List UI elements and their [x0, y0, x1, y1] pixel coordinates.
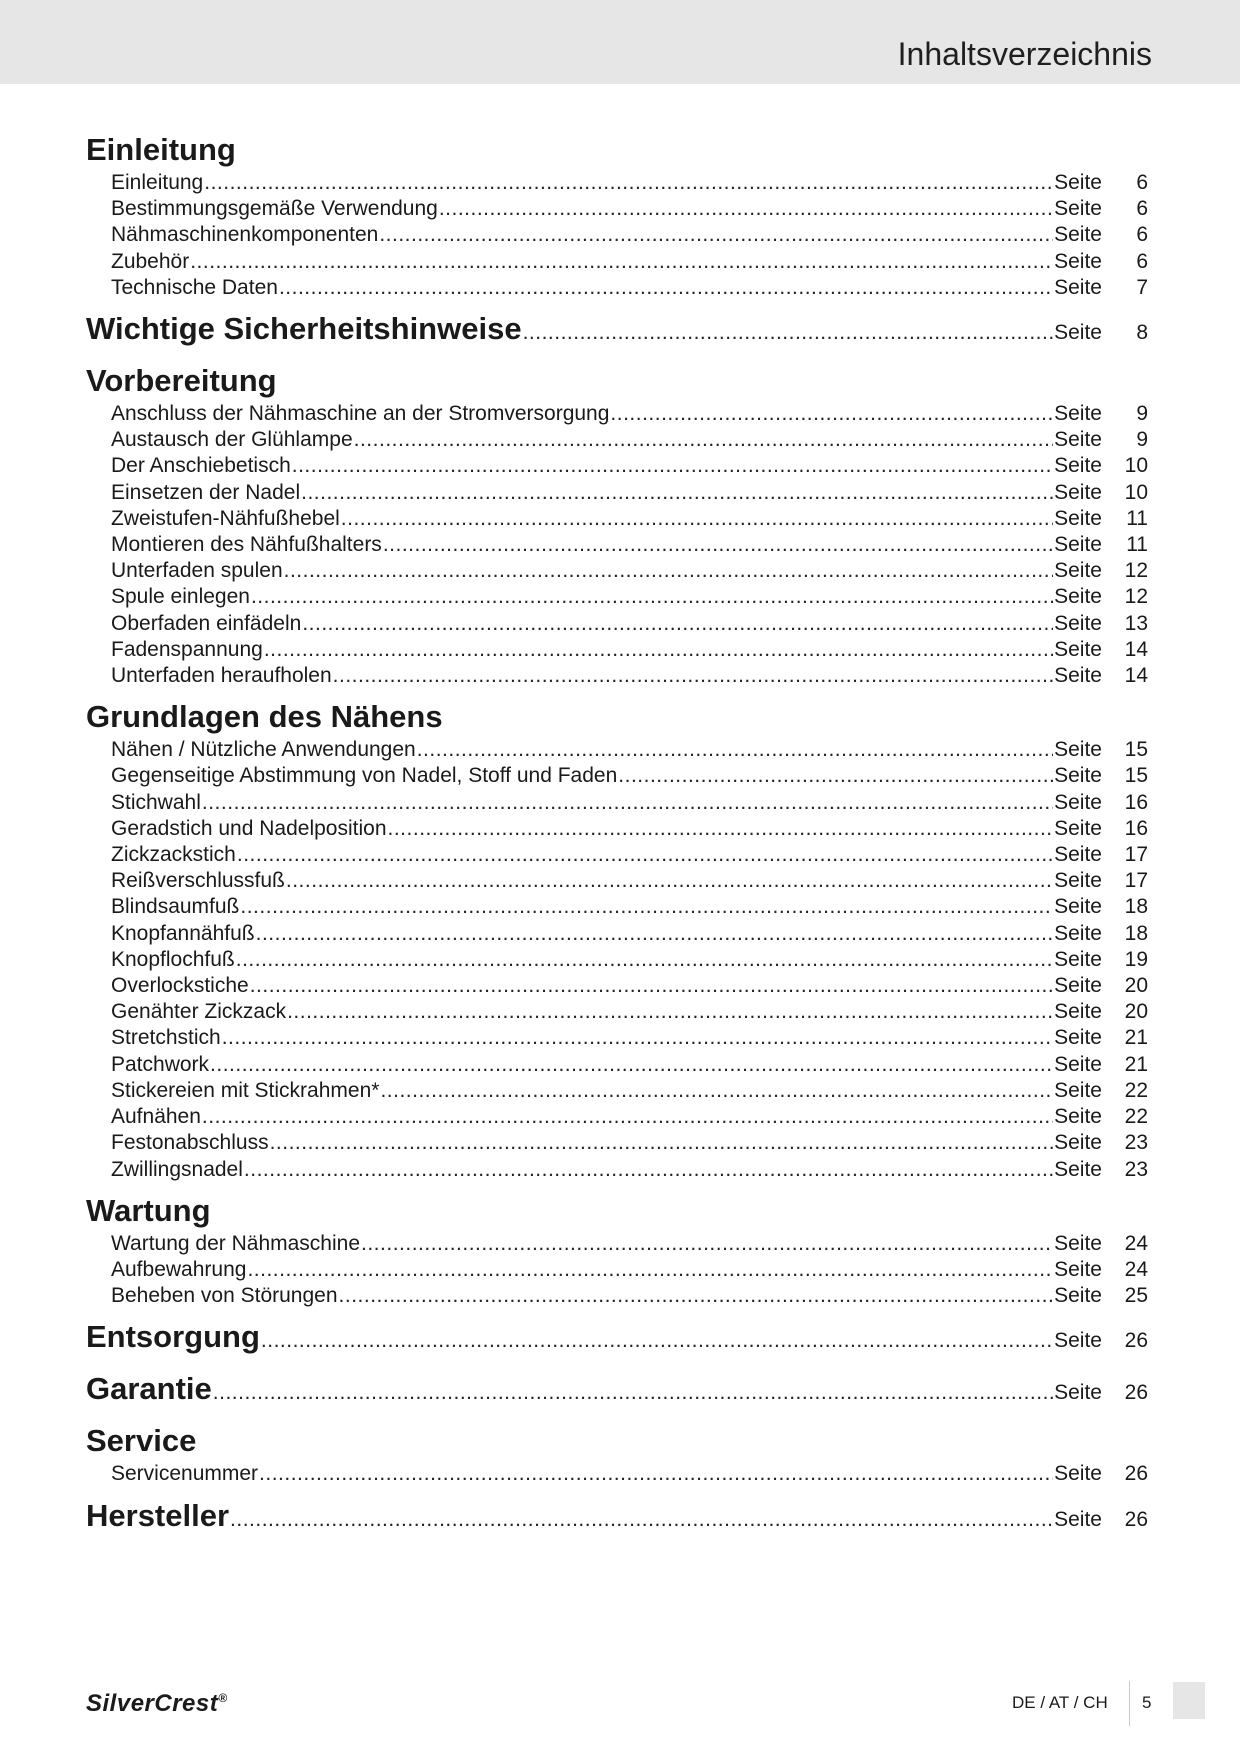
toc-entry-page: 19: [1124, 947, 1148, 971]
toc-entry-label: Einleitung: [111, 171, 204, 194]
toc-entry: [86, 558, 1148, 584]
dot-leader: [417, 737, 1053, 763]
toc-entry: [86, 532, 1148, 558]
toc-entry: [86, 506, 1148, 532]
toc-entry-label: Aufnähen: [111, 1105, 201, 1129]
toc-entry-label: Zweistufen-Nähfußhebel: [111, 506, 340, 530]
toc-entry-label: Technische Daten: [111, 275, 278, 299]
toc-entry-page: 23: [1124, 1131, 1148, 1155]
toc-entry: [86, 790, 1148, 816]
dot-leader: [361, 1231, 1053, 1257]
toc-entry-label: Festonabschluss: [111, 1131, 269, 1155]
section-title: Einleitung: [86, 132, 236, 167]
toc-entry: [86, 763, 1148, 789]
toc-entry-page: 7: [1136, 275, 1148, 299]
dot-leader: [236, 947, 1053, 973]
toc-entry-label: Geradstich und Nadelposition: [111, 816, 387, 840]
toc-entry: [86, 947, 1148, 973]
dot-leader: [610, 401, 1053, 427]
dot-leader: [230, 1500, 1053, 1540]
toc-entry-label: Der Anschiebetisch: [111, 454, 291, 478]
toc-entry: [86, 737, 1148, 763]
page-word: Seite: [1054, 1078, 1102, 1102]
toc-entry-page: 6: [1136, 171, 1148, 194]
dot-leader: [264, 637, 1053, 663]
toc-entry: [86, 868, 1148, 894]
footer-region: DE / AT / CH: [1012, 1693, 1108, 1712]
page-word: Seite: [1054, 637, 1102, 661]
toc-entry: [86, 1283, 1148, 1309]
brand-name: SilverCrest: [86, 1690, 219, 1717]
dot-leader: [261, 1321, 1053, 1361]
toc-entry-page: 15: [1124, 738, 1148, 762]
page-word: Seite: [1054, 1000, 1102, 1024]
toc-entry: [86, 1157, 1148, 1183]
toc-entry-page: 18: [1124, 895, 1148, 919]
brand-registered-mark: ®: [218, 1691, 228, 1705]
toc-entry: [86, 275, 1148, 301]
dot-leader: [383, 532, 1053, 558]
toc-entry-page: 26: [1124, 1462, 1148, 1486]
toc-entry-label: Gegenseitige Abstimmung von Nadel, Stoff und Faden: [111, 764, 618, 788]
toc-entry-label: Blindsaumfuß: [111, 895, 240, 919]
toc-entry: [86, 249, 1148, 275]
page-word: Seite: [1054, 1257, 1102, 1281]
page-word: Seite: [1054, 921, 1102, 945]
toc-entry: [86, 1025, 1148, 1051]
dot-leader: [341, 506, 1053, 532]
page-word: Seite: [1054, 1052, 1102, 1076]
toc-entry-page: 22: [1124, 1078, 1148, 1102]
footer-corner-box: [1173, 1682, 1205, 1719]
toc-entry: [86, 1231, 1148, 1257]
page-word: Seite: [1054, 321, 1102, 345]
dot-leader: [210, 1052, 1053, 1078]
dot-leader: [287, 999, 1053, 1025]
page-word: Seite: [1054, 1231, 1102, 1255]
dot-leader: [213, 1373, 1053, 1413]
page-word: Seite: [1054, 533, 1102, 557]
dot-leader: [379, 222, 1053, 248]
dot-leader: [270, 1130, 1054, 1156]
toc-entry-label: Knopfannähfuß: [111, 921, 255, 945]
dot-leader: [439, 196, 1053, 222]
toc-entry: [86, 1461, 1148, 1487]
section-title: Vorbereitung: [86, 363, 277, 399]
section-title: Wichtige Sicherheitshinweise: [86, 311, 522, 347]
toc-entry: [86, 401, 1148, 427]
dot-leader: [190, 249, 1053, 275]
toc-entry: [86, 894, 1148, 920]
toc-entry-page: 6: [1136, 223, 1148, 247]
toc-entry: [86, 999, 1148, 1025]
page-word: Seite: [1054, 1131, 1102, 1155]
toc-entry: [86, 921, 1148, 947]
page-word: Seite: [1054, 947, 1102, 971]
page-word: Seite: [1054, 974, 1102, 998]
toc-entry-page: 16: [1124, 816, 1148, 840]
page-word: Seite: [1054, 816, 1102, 840]
toc-entry-page: 10: [1124, 480, 1148, 504]
page-word: Seite: [1054, 249, 1102, 273]
page-word: Seite: [1054, 1507, 1102, 1531]
toc-entry-label: Fadenspannung: [111, 637, 263, 661]
toc-entry: [86, 1078, 1148, 1104]
toc-entry: [86, 1130, 1148, 1156]
toc-entry: [86, 584, 1148, 610]
dot-leader: [302, 611, 1053, 637]
toc-entry-label: Nähen / Nützliche Anwendungen: [111, 738, 416, 762]
page-word: Seite: [1054, 275, 1102, 299]
footer-divider: [1129, 1681, 1130, 1726]
toc-entry-page: 8: [1136, 321, 1148, 345]
dot-leader: [523, 313, 1054, 353]
toc-entry-page: 24: [1124, 1257, 1148, 1281]
dot-leader: [247, 1257, 1053, 1283]
page-word: Seite: [1054, 738, 1102, 762]
toc-entry-label: Nähmaschinenkomponenten: [111, 223, 379, 247]
toc-entry-page: 11: [1126, 533, 1148, 557]
toc-entry: [86, 480, 1148, 506]
toc-entry-page: 21: [1124, 1052, 1148, 1076]
toc-entry-label: Reißverschlussfuß: [111, 869, 285, 893]
toc-entry-page: 11: [1126, 506, 1148, 530]
page-word: Seite: [1054, 1381, 1102, 1405]
toc-entry-label: Einsetzen der Nadel: [111, 480, 301, 504]
toc-entry-label: Stretchstich: [111, 1026, 221, 1050]
page-title: Inhaltsverzeichnis: [897, 36, 1152, 72]
toc-entry-label: Unterfaden heraufholen: [111, 664, 332, 688]
toc-entry-label: Zubehör: [111, 249, 190, 273]
page-word: Seite: [1054, 664, 1102, 688]
page-word: Seite: [1054, 869, 1102, 893]
section-title: Service: [86, 1423, 197, 1459]
section-title: Wartung: [86, 1192, 211, 1228]
dot-leader: [354, 427, 1053, 453]
dot-leader: [259, 1461, 1053, 1487]
page-word: Seite: [1054, 454, 1102, 478]
toc-entry-label: Spule einlegen: [111, 585, 250, 609]
toc-entry-label: Stickereien mit Stickrahmen*: [111, 1078, 380, 1102]
toc-entry-page: 10: [1124, 454, 1148, 478]
toc-entry-page: 14: [1124, 664, 1148, 688]
toc-entry-label: Stichwahl: [111, 790, 201, 814]
toc-entry-label: Beheben von Störungen: [111, 1284, 338, 1308]
toc-entry: [86, 196, 1148, 222]
toc-entry: [86, 222, 1148, 248]
page-word: Seite: [1054, 480, 1102, 504]
dot-leader: [339, 1283, 1054, 1309]
toc-entry-label: Unterfaden spulen: [111, 559, 283, 583]
dot-leader: [237, 842, 1053, 868]
toc-entry: [86, 1257, 1148, 1283]
toc-entry-label: Anschluss der Nähmaschine an der Stromversorgung: [111, 402, 610, 426]
toc-entry-page: 15: [1124, 764, 1148, 788]
dot-leader: [301, 480, 1053, 506]
toc-entry-label: Servicenummer: [111, 1462, 259, 1486]
page-word: Seite: [1054, 223, 1102, 247]
page-word: Seite: [1054, 1462, 1102, 1486]
page-word: Seite: [1054, 585, 1102, 609]
dot-leader: [388, 816, 1054, 842]
toc-entry-page: 9: [1136, 428, 1148, 452]
toc-entry: [86, 611, 1148, 637]
dot-leader: [204, 170, 1053, 196]
toc-entry-page: 17: [1124, 843, 1148, 867]
toc-entry: [86, 663, 1148, 689]
toc-entry-page: 24: [1124, 1231, 1148, 1255]
section-title: Entsorgung: [86, 1319, 260, 1355]
dot-leader: [244, 1157, 1053, 1183]
toc-entry-page: 18: [1124, 921, 1148, 945]
toc-entry-page: 12: [1124, 585, 1148, 609]
dot-leader: [202, 1104, 1053, 1130]
toc-major-entry: [86, 1369, 1148, 1413]
toc-entry-page: 17: [1124, 869, 1148, 893]
toc-major-entry: [86, 1496, 1148, 1540]
page-word: Seite: [1054, 790, 1102, 814]
toc-entry: [86, 842, 1148, 868]
page-word: Seite: [1054, 506, 1102, 530]
toc-entry-page: 16: [1124, 790, 1148, 814]
toc-entry-label: Montieren des Nähfußhalters: [111, 533, 382, 557]
toc-entry-page: 21: [1124, 1026, 1148, 1050]
toc-entry-label: Patchwork: [111, 1052, 210, 1076]
dot-leader: [284, 558, 1054, 584]
page-word: Seite: [1054, 1026, 1102, 1050]
dot-leader: [202, 790, 1053, 816]
section-title: Garantie: [86, 1371, 212, 1407]
toc-entry-page: 26: [1124, 1381, 1148, 1405]
dot-leader: [256, 921, 1054, 947]
dot-leader: [618, 763, 1053, 789]
toc-entry: [86, 1104, 1148, 1130]
dot-leader: [279, 275, 1053, 301]
page-word: Seite: [1054, 611, 1102, 635]
dot-leader: [250, 973, 1053, 999]
page-word: Seite: [1054, 764, 1102, 788]
page-word: Seite: [1054, 559, 1102, 583]
dot-leader: [286, 868, 1053, 894]
toc-entry-label: Bestimmungsgemäße Verwendung: [111, 197, 438, 221]
toc-entry-label: Zwillingsnadel: [111, 1157, 243, 1181]
brand-logo: [86, 1690, 228, 1718]
toc-entry-page: 23: [1124, 1157, 1148, 1181]
toc-entry-page: 9: [1136, 402, 1148, 426]
toc-entry-page: 20: [1124, 974, 1148, 998]
toc-entry-label: Genähter Zickzack: [111, 1000, 287, 1024]
page-word: Seite: [1054, 402, 1102, 426]
dot-leader: [333, 663, 1053, 689]
dot-leader: [222, 1025, 1053, 1051]
page-word: Seite: [1054, 1329, 1102, 1353]
toc-entry-page: 13: [1124, 611, 1148, 635]
toc-entry: [86, 427, 1148, 453]
page-word: Seite: [1054, 197, 1102, 221]
toc-entry-page: 12: [1124, 559, 1148, 583]
toc-entry-label: Aufbewahrung: [111, 1257, 247, 1281]
toc-entry-page: 26: [1124, 1507, 1148, 1531]
toc-entry-page: 14: [1124, 637, 1148, 661]
page-word: Seite: [1054, 1105, 1102, 1129]
dot-leader: [380, 1078, 1053, 1104]
section-title: Hersteller: [86, 1497, 230, 1533]
toc-entry-label: Knopflochfuß: [111, 947, 235, 971]
dot-leader: [240, 894, 1053, 920]
toc-entry-label: Oberfaden einfädeln: [111, 611, 302, 635]
toc-entry: [86, 637, 1148, 663]
toc-entry-label: Wartung der Nähmaschine: [111, 1231, 361, 1255]
toc-entry-label: Austausch der Glühlampe: [111, 428, 353, 452]
toc-entry: [86, 1052, 1148, 1078]
toc-entry: [86, 170, 1148, 196]
toc-major-entry: [86, 1317, 1148, 1361]
page-word: Seite: [1054, 1284, 1102, 1308]
toc-entry-label: Overlockstiche: [111, 974, 249, 998]
table-of-contents: [86, 130, 1148, 1540]
toc-entry: [86, 973, 1148, 999]
footer-page-number: 5: [1142, 1693, 1152, 1712]
page-word: Seite: [1054, 895, 1102, 919]
toc-major-entry: [86, 309, 1148, 353]
toc-entry-page: 25: [1124, 1284, 1148, 1308]
toc-entry-page: 22: [1124, 1105, 1148, 1129]
dot-leader: [292, 453, 1053, 479]
toc-entry-page: 20: [1124, 1000, 1148, 1024]
toc-entry: [86, 816, 1148, 842]
page-word: Seite: [1054, 843, 1102, 867]
toc-entry: [86, 453, 1148, 479]
page-word: Seite: [1054, 1157, 1102, 1181]
toc-entry-page: 6: [1136, 249, 1148, 273]
toc-entry-label: Zickzackstich: [111, 843, 236, 867]
page-word: Seite: [1054, 428, 1102, 452]
section-title: Grundlagen des Nähens: [86, 699, 443, 735]
dot-leader: [251, 584, 1053, 610]
toc-entry-page: 26: [1124, 1329, 1148, 1353]
toc-entry-page: 6: [1136, 197, 1148, 221]
page-word: Seite: [1054, 171, 1102, 194]
